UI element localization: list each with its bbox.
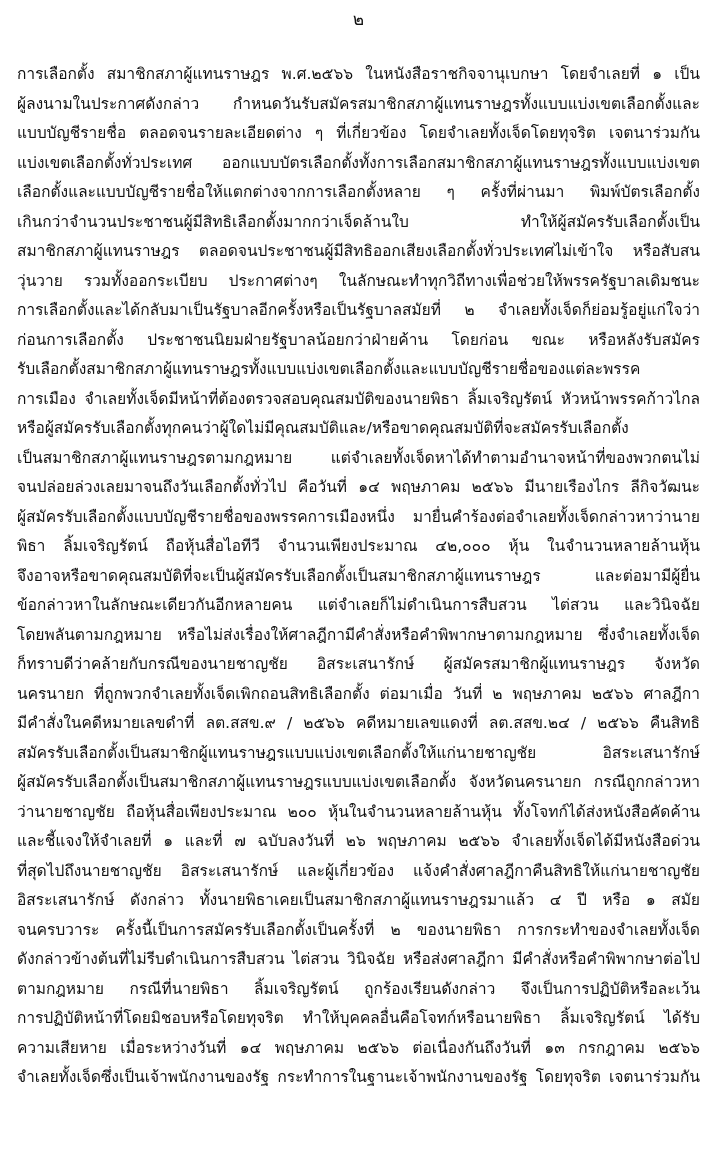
text-line: ที่สุดไปถึงนายชาญชัย อิสระเสนารักษ์ และผู้เกี่ยวข้อง แจ้งคำสั่งศาลฎีกาคืนสิทธิให้แก่นายชาญชัย (17, 861, 700, 880)
text-line: จำเลยทั้งเจ็ดซึ่งเป็นเจ้าพนักงานของรัฐ กระทำการในฐานะเจ้าพนักงานของรัฐ โดยทุจริต เจตนาร่วมกัน (17, 1068, 700, 1086)
text-line: จึงอาจหรือขาดคุณสมบัติที่จะเป็นผู้สมัครรับเลือกตั้งเป็นสมาชิกสภาผู้แทนราษฎร และต่อมามีผู้ยื่น (17, 566, 700, 585)
text-line: การเลือกตั้ง สมาชิกสภาผู้แทนราษฎร พ.ศ.๒๕๖๖ ในหนังสือราชกิจจานุเบกษา โดยจำเลยที่ ๑ เป็น (17, 65, 700, 83)
text-line: ผู้สมัครรับเลือกตั้งแบบบัญชีรายชื่อของพรรคการเมืองหนึ่ง มายื่นคำร้องต่อจำเลยทั้งเจ็ดกล่าวหาว่านาย (17, 507, 700, 526)
text-line: การเมือง จำเลยทั้งเจ็ดมีหน้าที่ต้องตรวจสอบคุณสมบัติของนายพิธา ลิ้มเจริญรัตน์ หัวหน้าพรรคก้าวไกล (17, 389, 700, 408)
text-line: การปฏิบัติหน้าที่โดยมิชอบหรือโดยทุจริต ทำให้บุคคลอื่นคือโจทก์หรือนายพิธา ลิ้มเจริญรัตน์ ได้รับ (17, 1009, 700, 1027)
text-line: เกินกว่าจำนวนประชาชนผู้มีสิทธิเลือกตั้งมากกว่าเจ็ดล้านใบ ทำให้ผู้สมัครรับเลือกตั้งเป็น (17, 212, 700, 231)
text-line: ผู้สมัครรับเลือกตั้งเป็นสมาชิกสภาผู้แทนราษฎรแบบแบ่งเขตเลือกตั้ง จังหวัดนครนายก กรณีถูกกล่าวหา (17, 773, 700, 791)
text-line: ผู้ลงนามในประกาศดังกล่าว กำหนดวันรับสมัครสมาชิกสภาผู้แทนราษฎรทั้งแบบแบ่งเขตเลือกตั้งและ (17, 94, 700, 113)
text-line: ก่อนการเลือกตั้ง ประชาชนนิยมฝ่ายรัฐบาลน้อยกว่าฝ่ายค้าน โดยก่อน ขณะ หรือหลังรับสมัคร (17, 330, 700, 349)
text-line: แบ่งเขตเลือกตั้งทั่วประเทศ ออกแบบบัตรเลือกตั้งทั้งการเลือกสมาชิกสภาผู้แทนราษฎรทั้งแบบแบ่งเขต (17, 153, 700, 172)
text-line: เลือกตั้งและแบบบัญชีรายชื่อให้แตกต่างจากการเลือกตั้งหลาย ๆ ครั้งที่ผ่านมา พิมพ์บัตรเลือกตั้ง (17, 183, 700, 201)
text-line: และชี้แจงให้จำเลยที่ ๑ และที่ ๗ ฉบับลงวันที่ ๒๖ พฤษภาคม ๒๕๖๖ จำเลยทั้งเจ็ดได้มีหนังสือด่วน (17, 832, 700, 850)
text-line: ตามกฎหมาย กรณีที่นายพิธา ลิ้มเจริญรัตน์ ถูกร้องเรียนดังกล่าว จึงเป็นการปฏิบัติหรือละเว้น (17, 979, 700, 998)
text-line: หรือผู้สมัครรับเลือกตั้งทุกคนว่าผู้ใดไม่มีคุณสมบัติและ/หรือขาดคุณสมบัติที่จะสมัครรับเลือกตั้ง (17, 419, 629, 437)
text-line: สมัครรับเลือกตั้งเป็นสมาชิกผู้แทนราษฎรแบบแบ่งเขตเลือกตั้งให้แก่นายชาญชัย อิสระเสนารักษ์ (17, 743, 700, 762)
text-line: ว่านายชาญชัย ถือหุ้นสื่อเพียงประมาณ ๒๐๐ หุ้นในจำนวนหลายล้านหุ้น ทั้งโจทก์ได้ส่งหนังสือคัดค้าน (17, 802, 700, 821)
document-body (17, 60, 700, 1093)
text-line: นครนายก ที่ถูกพวกจำเลยทั้งเจ็ดเพิกถอนสิทธิเลือกตั้ง ต่อมาเมื่อ วันที่ ๒ พฤษภาคม ๒๕๖๖ ศาลฎีกา (17, 684, 700, 703)
text-line: แบบบัญชีรายชื่อ ตลอดจนรายละเอียดต่าง ๆ ที่เกี่ยวข้อง โดยจำเลยทั้งเจ็ดโดยทุจริต เจตนาร่วมกัน (17, 124, 700, 142)
text-line: วุ่นวาย รวมทั้งออกระเบียบ ประกาศต่างๆ ในลักษณะทำทุกวิถีทางเพื่อช่วยให้พรรครัฐบาลเดิมชนะ (17, 271, 700, 290)
text-line: พิธา ลิ้มเจริญรัตน์ ถือหุ้นสื่อไอทีวี จำนวนเพียงประมาณ ๔๒,๐๐๐ หุ้น ในจำนวนหลายล้านหุ้น (17, 537, 700, 555)
text-line: การเลือกตั้งและได้กลับมาเป็นรัฐบาลอีกครั้งหรือเป็นรัฐบาลสมัยที่ ๒ จำเลยทั้งเจ็ดก็ย่อมรู้อยู่แก่ใจว่า (17, 301, 700, 319)
page-number: ๒ (352, 10, 365, 30)
text-line: สมาชิกสภาผู้แทนราษฎร ตลอดจนประชาชนผู้มีสิทธิออกเสียงเลือกตั้งทั่วประเทศไม่เข้าใจ หรือสับสน (17, 242, 700, 260)
text-line: รับเลือกตั้งสมาชิกสภาผู้แทนราษฎรทั้งแบบแบ่งเขตเลือกตั้งและแบบบัญชีรายชื่อของแต่ละพรรค (17, 360, 641, 378)
text-line: ก็ทราบดีว่าคล้ายกับกรณีของนายชาญชัย อิสระเสนารักษ์ ผู้สมัครสมาชิกผู้แทนราษฎร จังหวัด (17, 655, 700, 673)
text-line: โดยพลันตามกฎหมาย หรือไม่ส่งเรื่องให้ศาลฎีกามีคำสั่งหรือคำพิพากษาตามกฎหมาย ซึ่งจำเลยทั้งเจ็ด (17, 625, 700, 644)
text-line: อิสระเสนารักษ์ ดังกล่าว ทั้งนายพิธาเคยเป็นสมาชิกสภาผู้แทนราษฎรมาแล้ว ๔ ปี หรือ ๑ สมัย (17, 891, 700, 909)
text-line: ดังกล่าวข้างต้นที่ไม่รีบดำเนินการสืบสวน ไต่สวน วินิจฉัย หรือส่งศาลฎีกา มีคำสั่งหรือคำพิพากษาต่อไป (17, 950, 700, 968)
text-line: มีคำสั่งในคดีหมายเลขดำที่ ลต.สสข.๙ / ๒๕๖๖ คดีหมายเลขแดงที่ ลต.สสข.๒๔ / ๒๕๖๖ คืนสิทธิ (17, 714, 700, 732)
text-line: ความเสียหาย เมื่อระหว่างวันที่ ๑๔ พฤษภาคม ๒๕๖๖ ต่อเนื่องกันถึงวันที่ ๑๓ กรกฎาคม ๒๕๖๖ (17, 1038, 700, 1057)
text-line: เป็นสมาชิกสภาผู้แทนราษฎรตามกฎหมาย แต่จำเลยทั้งเจ็ดหาได้ทำตามอำนาจหน้าที่ของพวกตนไม่ (17, 448, 700, 467)
text-line: จนครบวาระ ครั้งนี้เป็นการสมัครรับเลือกตั้งเป็นครั้งที่ ๒ ของนายพิธา การกระทำของจำเลยทั้งเจ็ด (17, 920, 700, 939)
text-line: ข้อกล่าวหาในลักษณะเดียวกันอีกหลายคน แต่จำเลยก็ไม่ดำเนินการสืบสวน ไต่สวน และวินิจฉัย (17, 596, 700, 614)
text-line: จนปล่อยล่วงเลยมาจนถึงวันเลือกตั้งทั่วไป คือวันที่ ๑๔ พฤษภาคม ๒๕๖๖ มีนายเรืองไกร ลีกิจวัฒนะ (17, 478, 700, 496)
